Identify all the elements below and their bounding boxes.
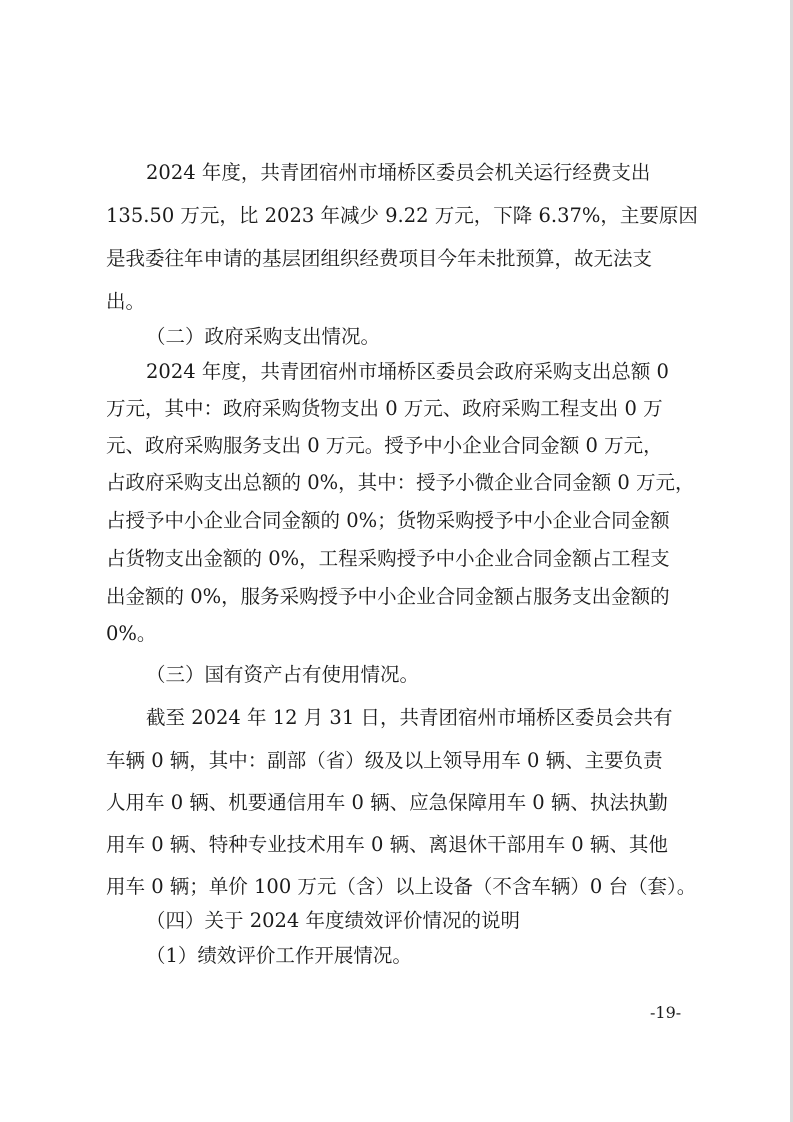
page-number: -19- [650,1003,682,1022]
text-line: 用车 0 辆、特种专业技术用车 0 辆、离退休干部用车 0 辆、其他 [106,833,668,856]
text-line: 135.50 万元，比 2023 年减少 9.22 万元，下降 6.37%，主要原因 [106,204,698,227]
text-line: 占政府采购支出总额的 0%，其中：授予小微企业合同金额 0 万元， [106,471,695,494]
text-line: 出金额的 0%，服务采购授予中小企业合同金额占服务支出金额的 [106,585,670,608]
text-line: 占货物支出金额的 0%，工程采购授予中小企业合同金额占工程支 [106,547,670,570]
section-heading-procurement: （二）政府采购支出情况。 [146,325,381,348]
text-line: 占授予中小企业合同金额的 0%；货物采购授予中小企业合同金额 [106,509,670,532]
text-line: 元、政府采购服务支出 0 万元。授予中小企业合同金额 0 万元， [106,434,663,457]
text-line: 车辆 0 辆，其中：副部（省）级及以上领导用车 0 辆、主要负责 [106,749,663,772]
text-line: 2024 年度，共青团宿州市埇桥区委员会政府采购支出总额 0 [146,360,669,383]
text-line: 2024 年度，共青团宿州市埇桥区委员会机关运行经费支出 [146,161,651,184]
text-line: 截至 2024 年 12 月 31 日，共青团宿州市埇桥区委员会共有 [146,706,673,729]
text-line: 是我委往年申请的基层团组织经费项目今年未批预算，故无法支 [106,247,653,270]
subheading-evaluation-work: （1）绩效评价工作开展情况。 [146,944,412,967]
text-line: 0%。 [106,622,157,645]
text-line: 万元，其中：政府采购货物支出 0 万元、政府采购工程支出 0 万 [106,397,663,420]
text-line: 用车 0 辆；单价 100 万元（含）以上设备（不含车辆）0 台（套）。 [106,875,697,898]
text-line: 出。 [106,290,146,313]
section-heading-state-assets: （三）国有资产占有使用情况。 [146,663,420,686]
text-line: 人用车 0 辆、机要通信用车 0 辆、应急保障用车 0 辆、执法执勤 [106,791,668,814]
section-heading-performance-evaluation: （四）关于 2024 年度绩效评价情况的说明 [146,909,521,932]
